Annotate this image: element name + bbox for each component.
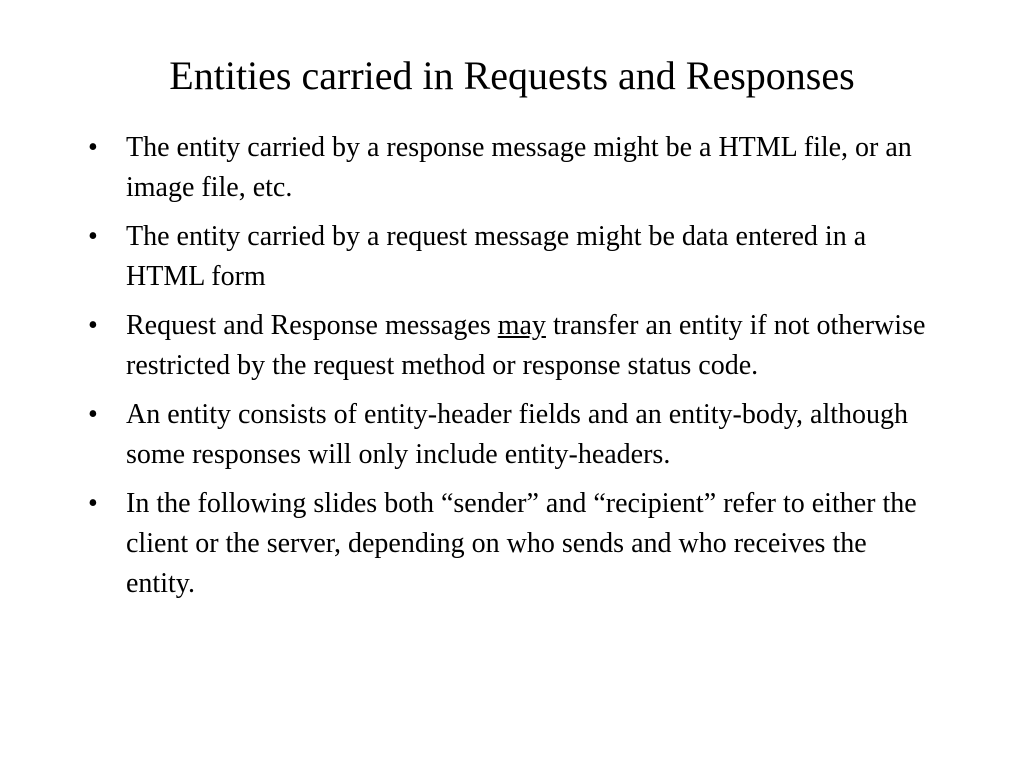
bullet-marker: • [88, 488, 98, 519]
bullet-item [84, 484, 934, 604]
underlined-word: may [497, 310, 546, 341]
bullet-list [84, 128, 934, 613]
bullet-text: An entity consists of entity-header fields and an entity-body, although some responses will only include entity-headers. [126, 399, 909, 470]
bullet-marker: • [88, 310, 98, 341]
bullet-item [84, 395, 934, 475]
bullet-marker: • [88, 399, 98, 430]
bullet-text [126, 310, 925, 381]
bullet-marker: • [88, 221, 98, 252]
bullet-text-before: Request and Response messages [126, 310, 498, 341]
bullet-text-after: transfer an entity if not otherwise restricted by the request method or response status code. [126, 310, 926, 381]
bullet-item [84, 128, 934, 208]
bullet-item [84, 217, 934, 297]
bullet-text: The entity carried by a response message might be a HTML file, or an image file, etc. [126, 132, 912, 203]
slide-title: Entities carried in Requests and Responses [169, 53, 855, 98]
bullet-item [84, 306, 934, 386]
bullet-marker: • [88, 132, 98, 163]
bullet-text: In the following slides both “sender” and “recipient” refer to either the client or the server, depending on who sends and who receives the entity. [126, 488, 917, 599]
bullet-text: The entity carried by a request message might be data entered in a HTML form [126, 221, 867, 292]
